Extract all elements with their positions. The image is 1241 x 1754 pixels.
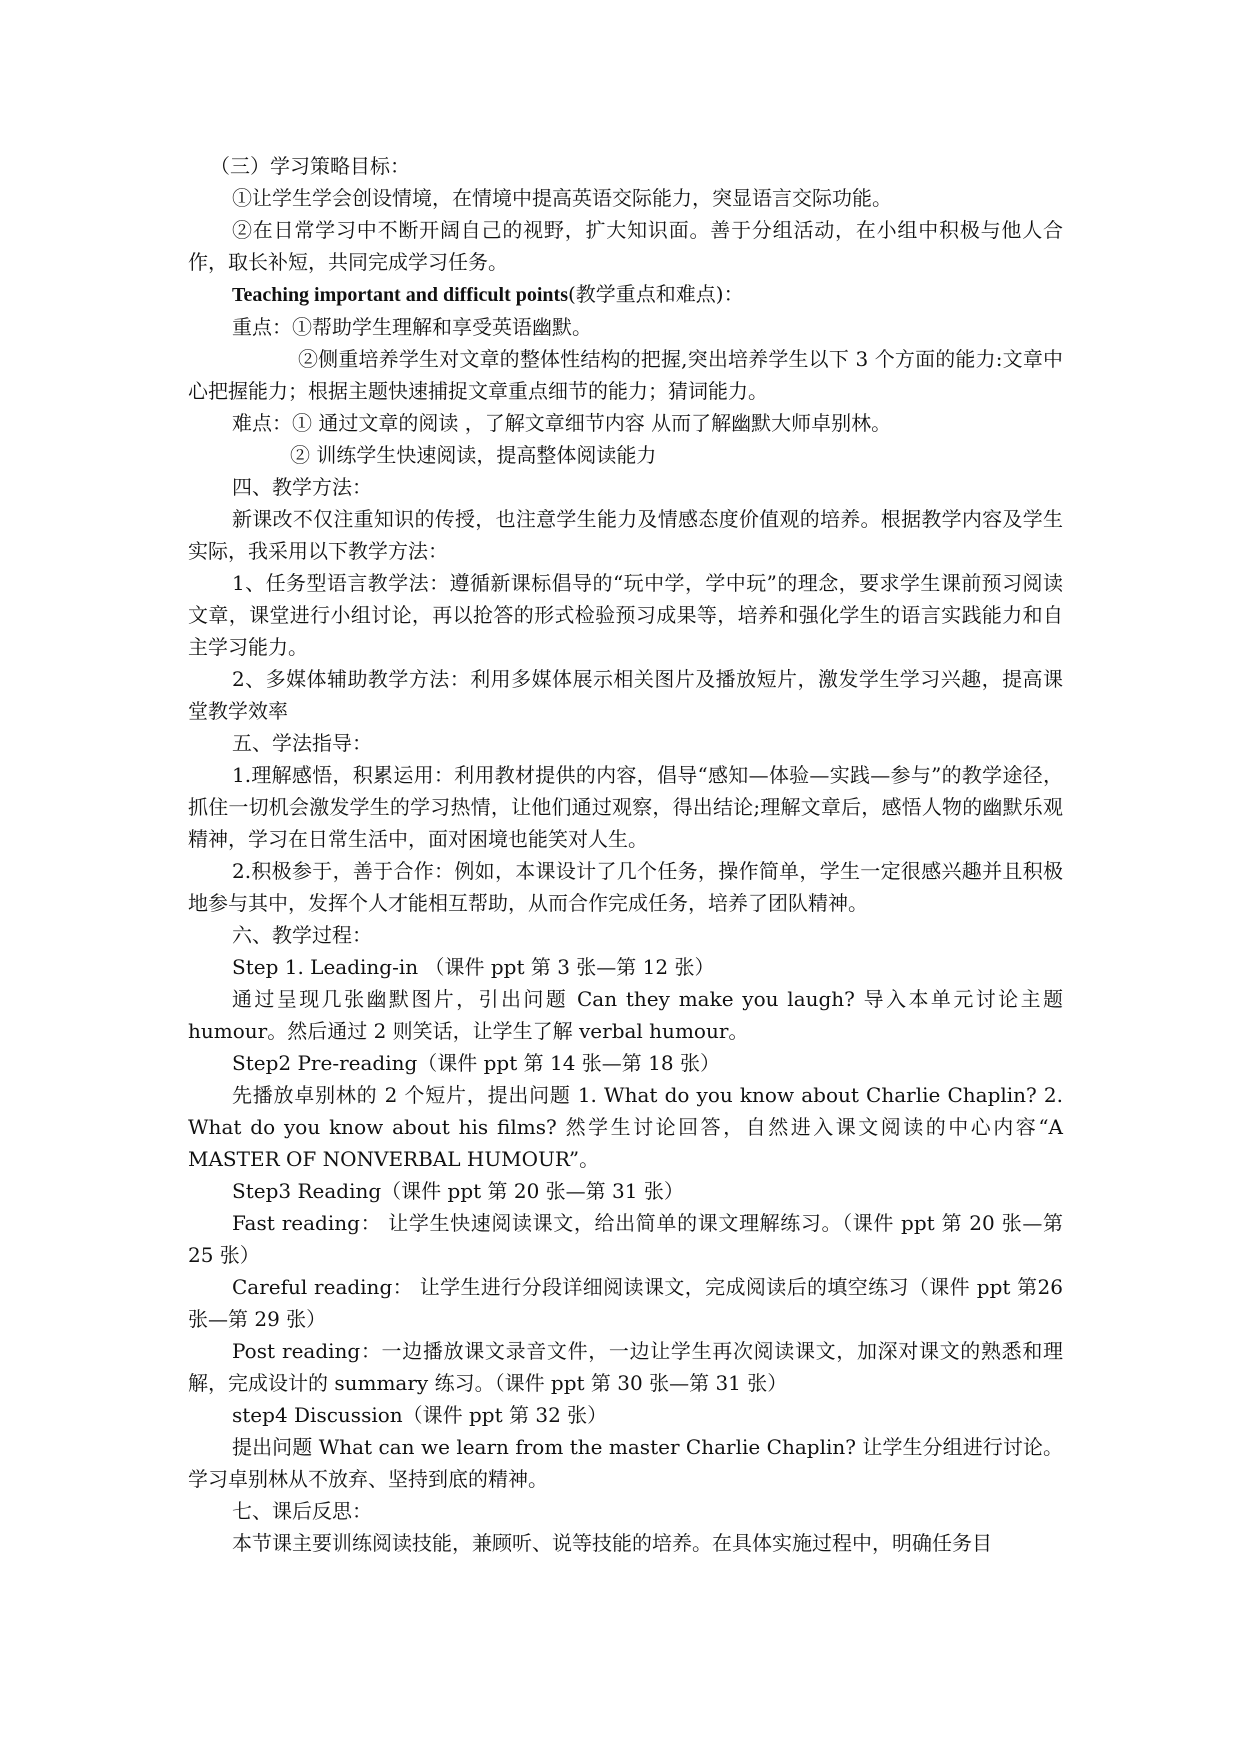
paragraph: 2.积极参于，善于合作：例如，本课设计了几个任务，操作简单，学生一定很感兴趣并且积极地参与其中，发挥个人才能相互帮助，从而合作完成任务，培养了团队精神。 xyxy=(188,859,1063,915)
step-heading: step4 Discussion（课件 ppt 第 32 张） xyxy=(232,1403,608,1427)
paragraph: 本节课主要训练阅读技能，兼顾听、说等技能的培养。在具体实施过程中，明确任务目 xyxy=(232,1531,992,1555)
step-heading: Step2 Pre-reading（课件 ppt 第 14 张—第 18 张） xyxy=(232,1051,720,1075)
paragraph: Careful reading： 让学生进行分段详细阅读课文，完成阅读后的填空练习（课件 ppt 第26 张—第 29 张） xyxy=(188,1275,1063,1331)
paragraph: 1、任务型语言教学法：遵循新课标倡导的“玩中学，学中玩”的理念，要求学生课前预习阅读文章，课堂进行小组讨论，再以抢答的形式检验预习成果等，培养和强化学生的语言实践能力和自主学习能力。 xyxy=(188,571,1063,659)
difficult-points-item-2: ② 训练学生快速阅读，提高整体阅读能力 xyxy=(290,443,657,467)
paragraph: ②在日常学习中不断开阔自己的视野，扩大知识面。善于分组活动，在小组中积极与他人合作，取长补短，共同完成学习任务。 xyxy=(188,218,1063,274)
teaching-points-heading-en: Teaching important and difficult points xyxy=(232,284,568,306)
section-heading-teaching-process: 六、教学过程： xyxy=(232,923,372,947)
paragraph: ①让学生学会创设情境，在情境中提高英语交际能力，突显语言交际功能。 xyxy=(232,186,892,210)
teaching-points-heading xyxy=(188,278,1063,311)
step-heading: Step 1. Leading-in （课件 ppt 第 3 张—第 12 张） xyxy=(232,955,715,979)
paragraph: Fast reading： 让学生快速阅读课文，给出简单的课文理解练习。（课件 ppt 第 20 张—第 25 张） xyxy=(188,1211,1063,1267)
section-heading-teaching-methods: 四、教学方法： xyxy=(232,475,372,499)
paragraph: Post reading：一边播放课文录音文件，一边让学生再次阅读课文，加深对课文的熟悉和理解，完成设计的 summary 练习。（课件 ppt 第 30 张—第 31 张） xyxy=(188,1339,1063,1395)
key-points-item-2: ②侧重培养学生对文章的整体性结构的把握,突出培养学生以下 3 个方面的能力:文章中心把握能力；根据主题快速捕捉文章重点细节的能力；猜词能力。 xyxy=(188,347,1063,403)
paragraph: 先播放卓别林的 2 个短片，提出问题 1. What do you know about Charlie Chaplin? 2. What do you know about his films? 然学生讨论回答，自然进入课文阅读的中心内容“A MASTER OF NONVERBAL HUMOUR”。 xyxy=(188,1083,1063,1171)
paragraph: 通过呈现几张幽默图片，引出问题 Can they make you laugh? 导入本单元讨论主题humour。然后通过 2 则笑话，让学生了解 verbal humour。 xyxy=(188,987,1063,1043)
paragraph: 1.理解感悟，积累运用：利用教材提供的内容，倡导“感知—体验—实践—参与”的教学途径，抓住一切机会激发学生的学习热情，让他们通过观察，得出结论;理解文章后，感悟人物的幽默乐观精神，学习在日常生活中，面对困境也能笑对人生。 xyxy=(188,763,1063,851)
teaching-points-heading-cn: (教学重点和难点)： xyxy=(568,282,744,306)
key-points-item-1: 重点：①帮助学生理解和享受英语幽默。 xyxy=(232,315,592,339)
section-heading-learning-strategy: （三）学习策略目标： xyxy=(210,154,410,178)
section-heading-reflection: 七、课后反思： xyxy=(232,1499,372,1523)
paragraph: 提出问题 What can we learn from the master Charlie Chaplin? 让学生分组进行讨论。学习卓别林从不放弃、坚持到底的精神。 xyxy=(188,1435,1063,1491)
difficult-points-item-1: 难点：① 通过文章的阅读 ，了解文章细节内容 从而了解幽默大师卓别林。 xyxy=(232,411,892,435)
paragraph: 新课改不仅注重知识的传授，也注意学生能力及情感态度价值观的培养。根据教学内容及学生实际，我采用以下教学方法： xyxy=(188,507,1063,563)
step-heading: Step3 Reading（课件 ppt 第 20 张—第 31 张） xyxy=(232,1179,684,1203)
paragraph: 2、多媒体辅助教学方法：利用多媒体展示相关图片及播放短片，激发学生学习兴趣，提高课堂教学效率 xyxy=(188,667,1063,723)
section-heading-learning-guidance: 五、学法指导： xyxy=(232,731,372,755)
document-page xyxy=(188,150,1063,1559)
